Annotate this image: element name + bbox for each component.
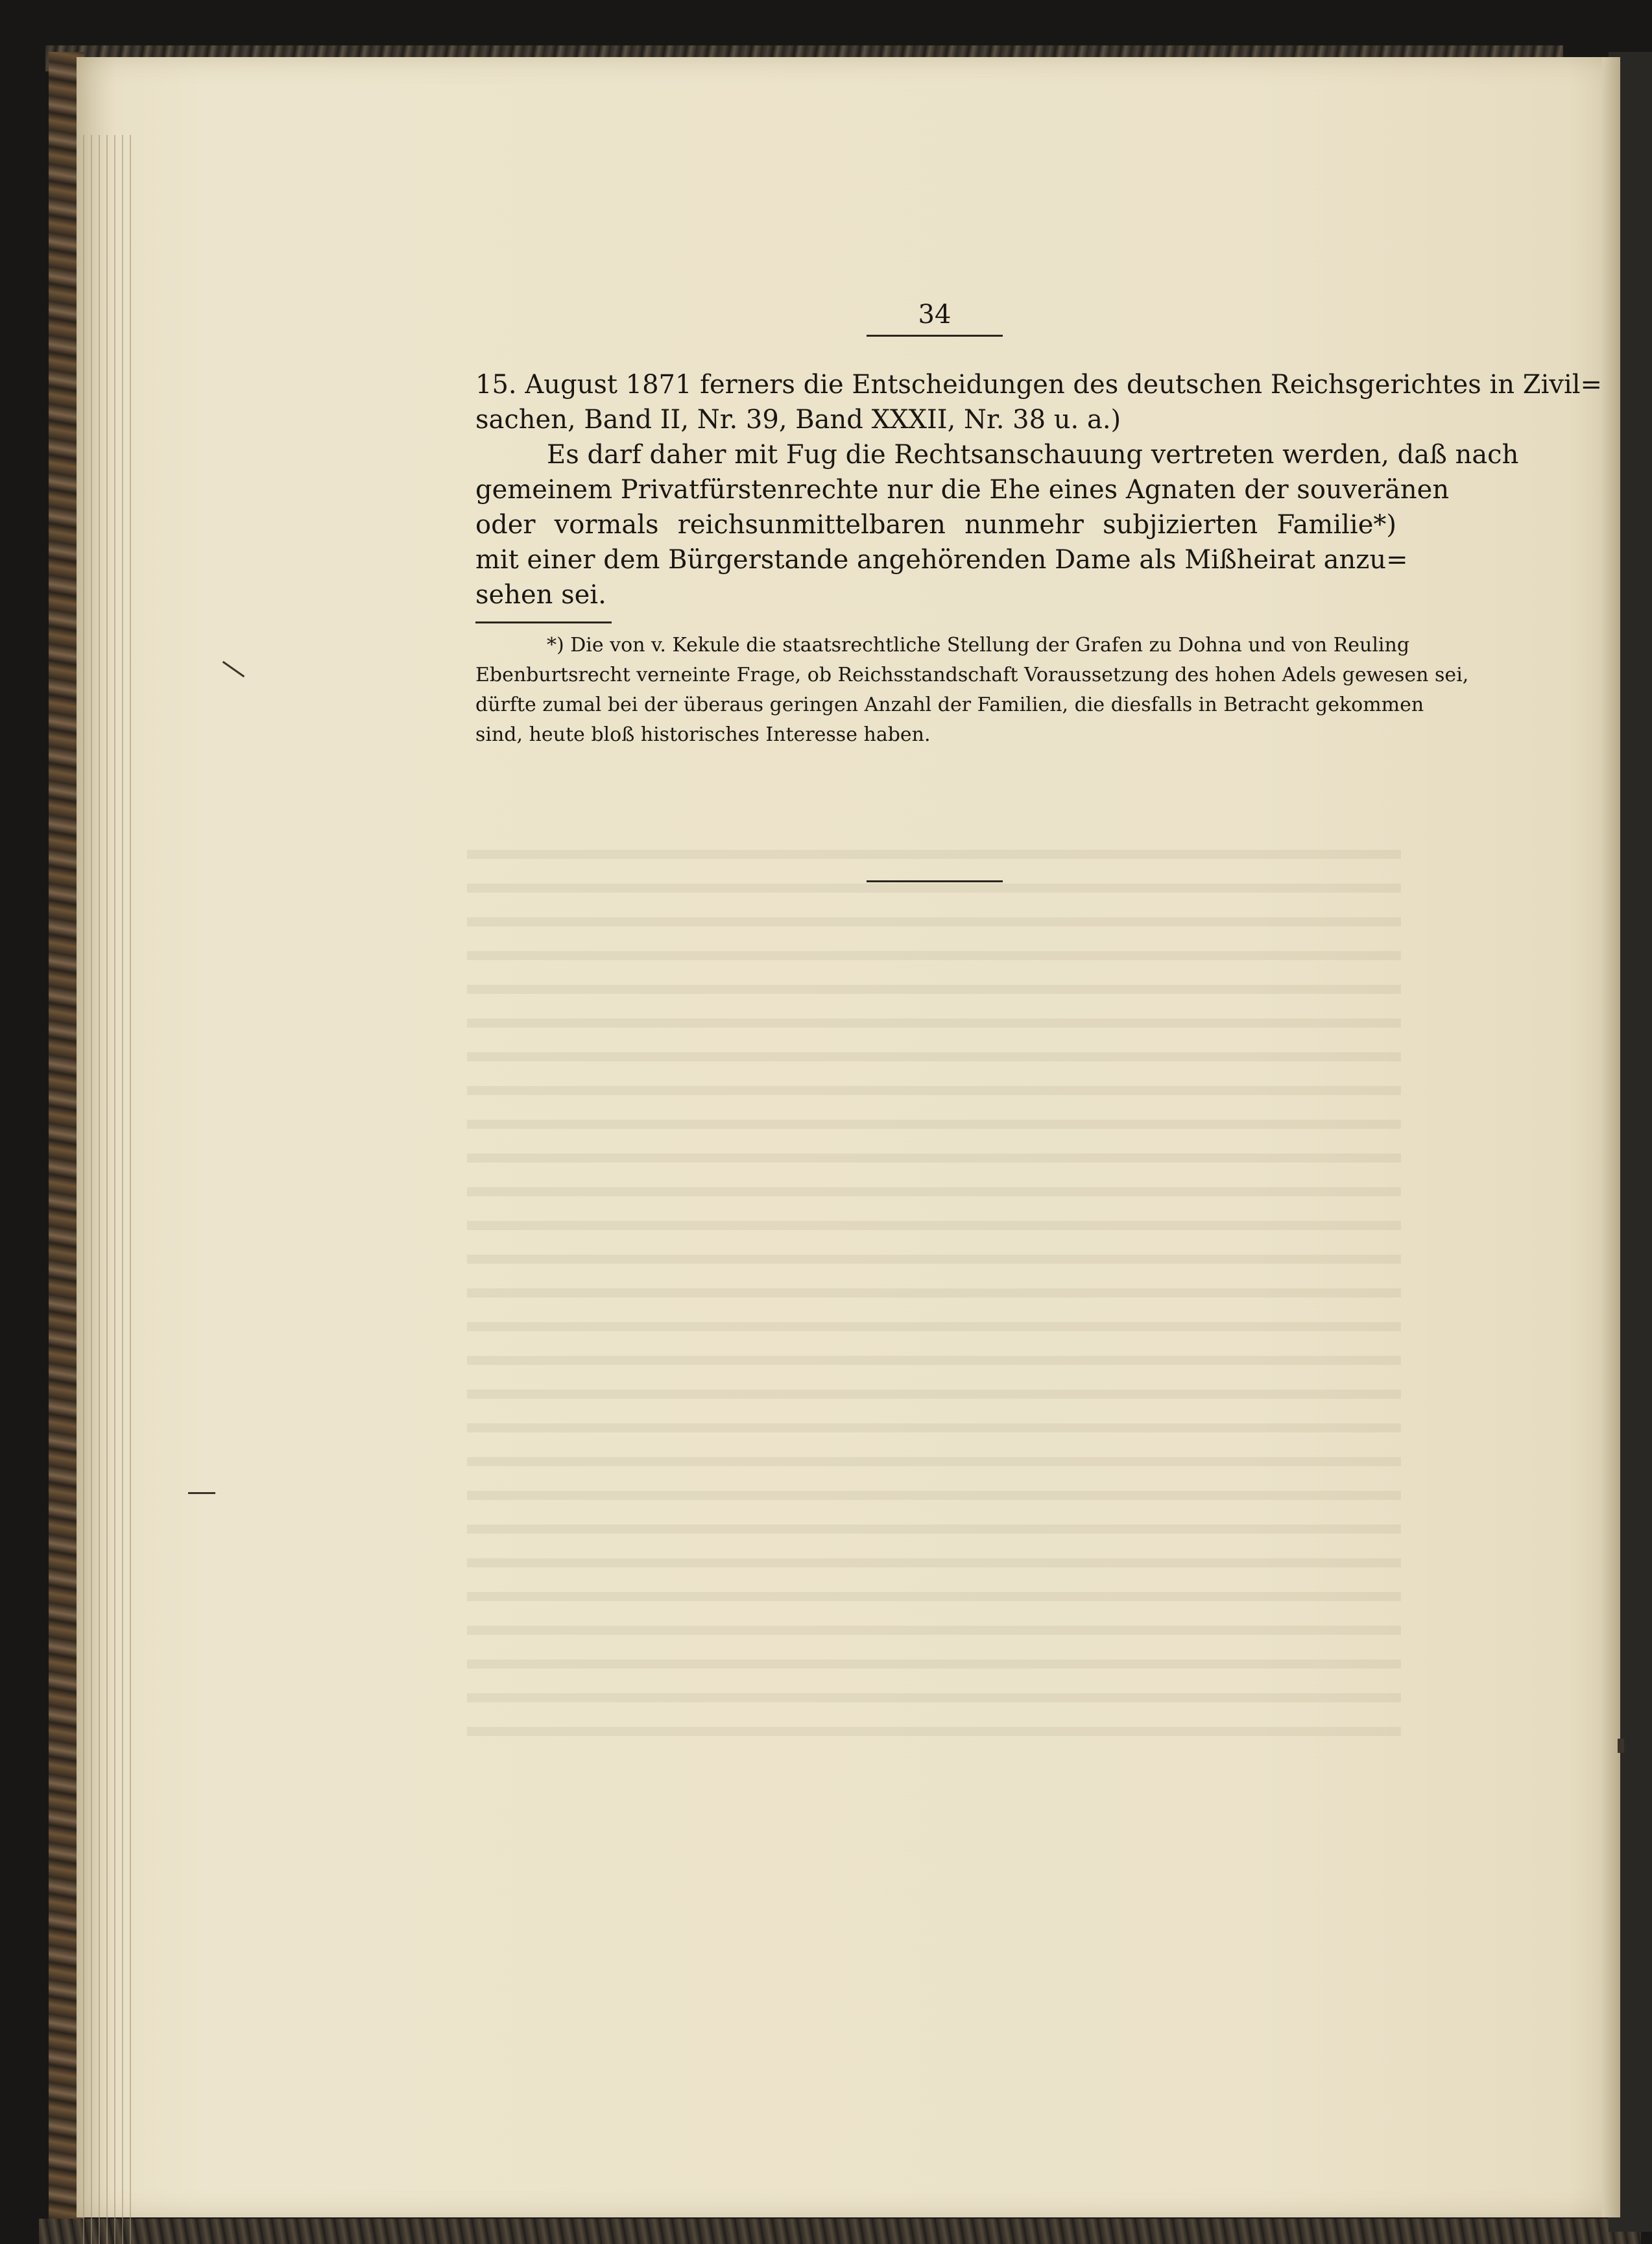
margin-mark <box>188 1492 215 1494</box>
book-cover-bottom-edge <box>39 2219 1641 2244</box>
page-edge-line <box>91 135 92 2244</box>
footnote-line-4: sind, heute bloß historisches Interesse haben. <box>475 723 931 746</box>
footnote-line-2: Ebenburtsrecht verneinte Frage, ob Reichsstandschaft Voraussetzung des hohen Adels gewesen sei, <box>475 664 1469 686</box>
body-line-6: mit einer dem Bürgerstande angehörenden Dame als Mißheirat anzu= <box>475 545 1408 575</box>
footnote-line-1: *) Die von v. Kekule die staatsrechtliche Stellung der Grafen zu Dohna und von Reuling <box>547 634 1410 657</box>
footnote-rule <box>475 621 612 623</box>
page-edge-line <box>122 135 123 2244</box>
page-edge-line <box>106 135 108 2244</box>
end-rule <box>867 880 1003 882</box>
footnote-line-3: dürfte zumal bei der überaus geringen Anzahl der Familien, die diesfalls in Betracht gekommen <box>475 694 1424 716</box>
page-number-rule <box>867 335 1003 337</box>
bleed-through-text <box>467 830 1401 1752</box>
page-right-curl <box>1602 57 1620 2217</box>
page-edge-line <box>114 135 115 2244</box>
body-line-4: gemeinem Privatfürstenrechte nur die Ehe eines Agnaten der souveränen <box>475 475 1450 505</box>
body-line-7: sehen sei. <box>475 580 606 610</box>
body-line-1: 15. August 1871 ferners die Entscheidungen des deutschen Reichsgerichtes in Zivil= <box>475 370 1603 400</box>
body-line-5: oder vormals reichsunmittelbaren nunmehr subjizierten Familie*) <box>475 510 1396 540</box>
body-line-2: sachen, Band II, Nr. 39, Band XXXII, Nr. 38 u. a.) <box>475 405 1121 435</box>
margin-mark <box>1618 1739 1624 1753</box>
page-edge-line <box>99 135 100 2244</box>
page-edge-line <box>83 135 84 2244</box>
page-number: 34 <box>918 300 952 330</box>
page-edge-line <box>130 135 131 2244</box>
body-line-3: Es darf daher mit Fug die Rechtsanschauung vertreten werden, daß nach <box>547 440 1519 470</box>
